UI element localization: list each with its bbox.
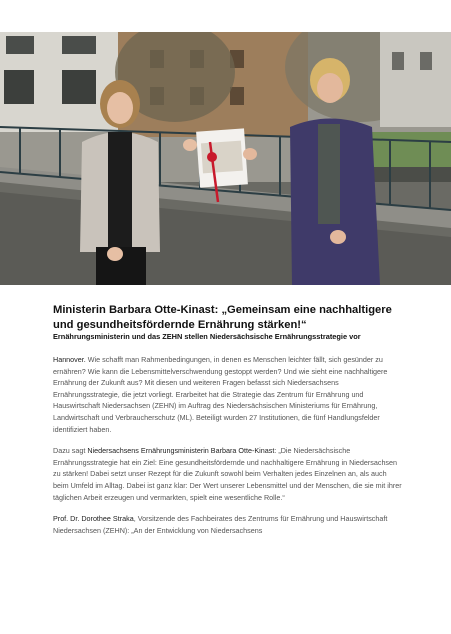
speaker-name-minister: Niedersachsens Ernährungsministerin Barbara Otte-Kinast [87, 446, 275, 456]
paragraph-1-text: Wie schafft man Rahmenbedingungen, in denen es Menschen leichter fällt, sich gesünder zu ernähren? Wie kann die Lebensmittelverschwendung gestoppt werden? Und wie sieht eine nachhaltigere Ernährung der Zukunft aus? Mit diesen und weiteren Fragen befasst sich Niedersachsens Ernährungsstrategie, die jetzt vorliegt. Erarbeitet hat die Strategie das Zentrum für Ernährung und Hauswirtschaft Niedersachsen (ZEHN) im Auftrag des Niedersächsischen Ministeriums für Ernährung, Landwirtschaft und Verbraucherschutz (ML). Beteiligt wurden 27 Institutionen, die fünf Handlungsfelder identifiziert haben. [53, 355, 388, 434]
paragraph-3 [53, 513, 403, 536]
dateline: Hannover. [53, 355, 86, 364]
paragraph-1 [53, 354, 403, 435]
article-photo [0, 32, 451, 285]
paragraph-3-text: , Vorsitzende des Fachbeirates des Zentrums für Ernährung und Hauswirtschaft Niedersachsen (ZEHN): „An der Entwicklung von Niedersachsens [53, 514, 388, 535]
speaker-name-straka: Prof. Dr. Dorothee Straka [53, 514, 134, 524]
paragraph-2-text: : „Die Niedersächsische Ernährungsstrategie hat ein Ziel: Eine gesundheitsfördernde und nachhaltigere Ernährung in Niedersachsen zu stärken! Dabei setzt unser Rezept für die Zukunft sowohl beim Verhalten jedes Einzelnen an, als auch beim Umfeld im Alltag. Dabei ist ganz klar: Der Wert unserer Lebensmittel und der Menschen, die sie mit ihrer täglichen Arbeit erzeugen und vermarkten, spielt eine wesentliche Rolle.“ [53, 446, 402, 502]
paragraph-2-intro: Dazu sagt [53, 446, 88, 456]
paragraph-2 [53, 445, 403, 503]
article-body [53, 303, 403, 546]
photo-illustration [0, 32, 451, 285]
article-subline: Ernährungsministerin und das ZEHN stellen Niedersächsische Ernährungsstrategie vor [53, 332, 361, 341]
article-headline: Ministerin Barbara Otte-Kinast: „Gemeinsam eine nachhaltigere und gesundheitsfördernde Ernährung stärken!“ [53, 304, 392, 331]
